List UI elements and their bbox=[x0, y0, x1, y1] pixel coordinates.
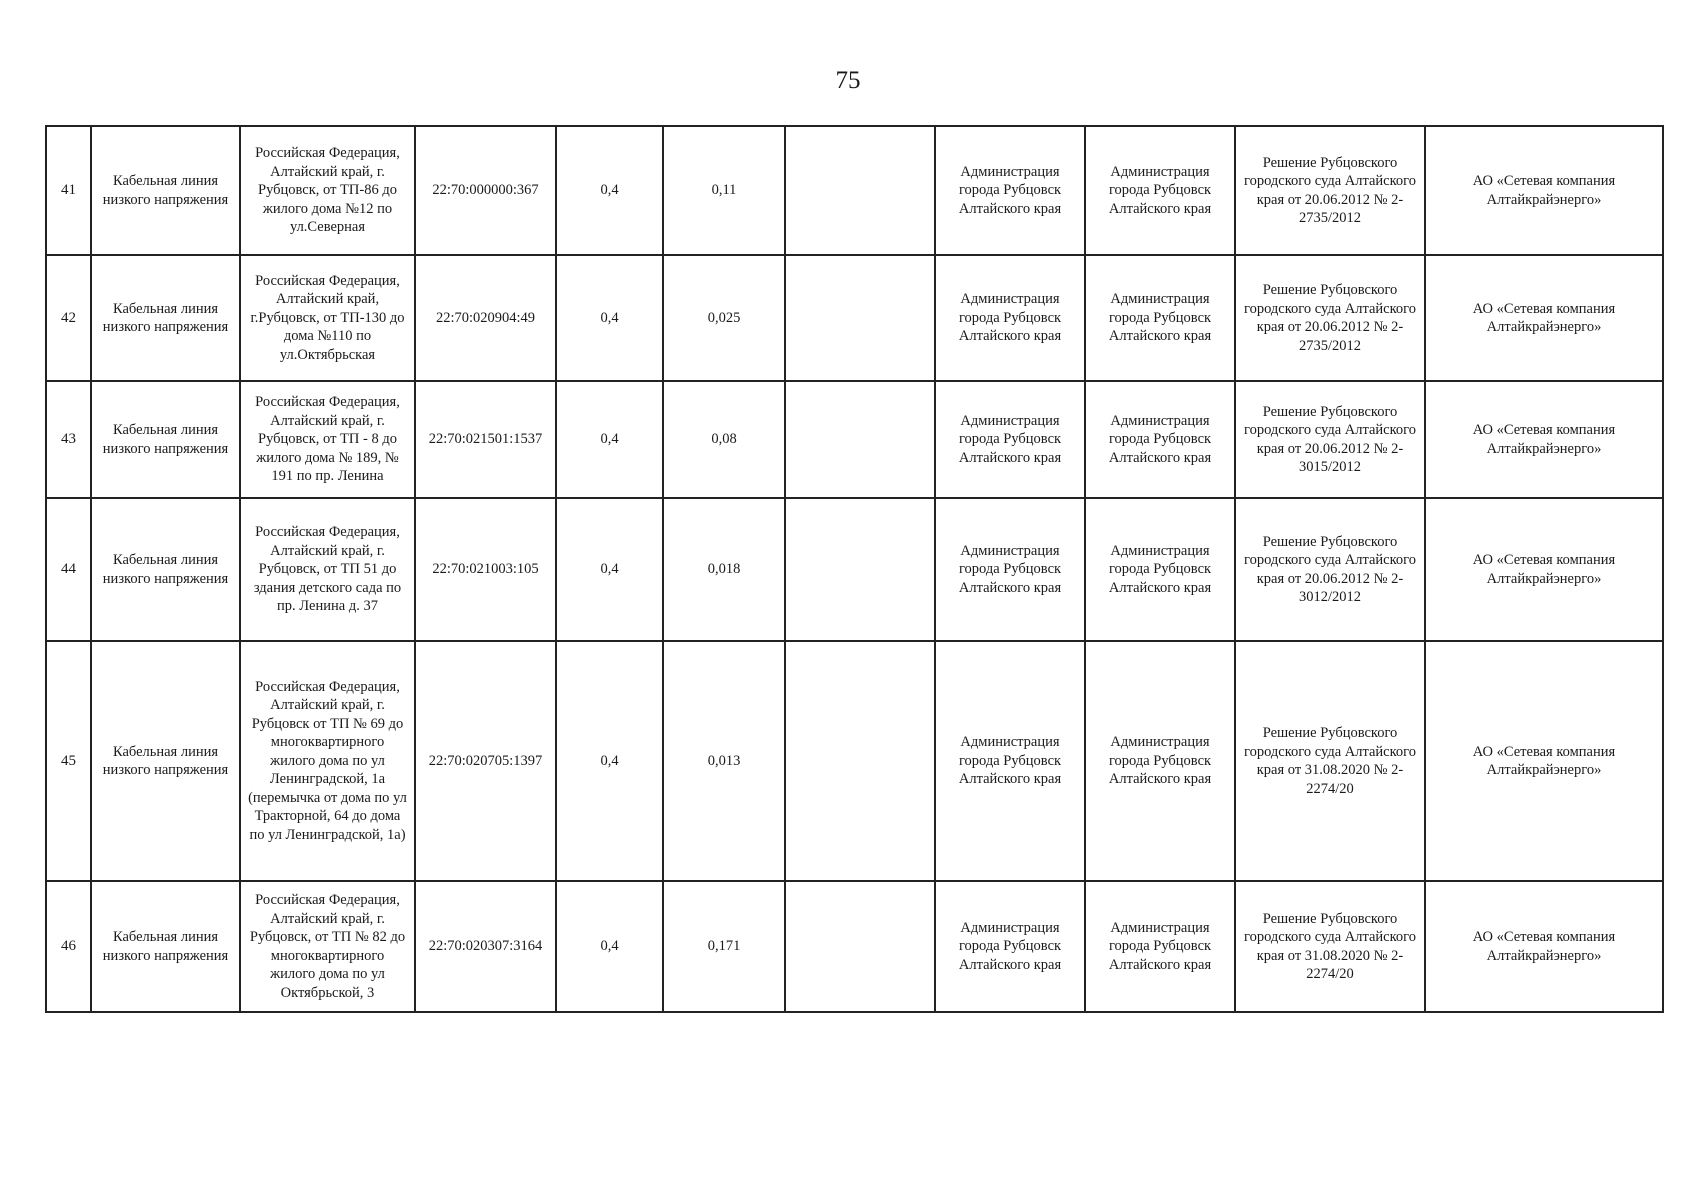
row-number: 46 bbox=[46, 881, 91, 1012]
voltage: 0,4 bbox=[556, 126, 663, 255]
table-row bbox=[46, 126, 1663, 255]
empty-cell bbox=[785, 641, 935, 881]
registry-table bbox=[45, 125, 1664, 1013]
empty-cell bbox=[785, 881, 935, 1012]
voltage: 0,4 bbox=[556, 255, 663, 381]
holder: Администрация города Рубцовск Алтайского края bbox=[935, 126, 1085, 255]
owner: Администрация города Рубцовск Алтайского края bbox=[1085, 255, 1235, 381]
legal-basis: Решение Рубцовского городского суда Алтайского края от 31.08.2020 № 2-2274/20 bbox=[1235, 641, 1425, 881]
cadastral-number: 22:70:021003:105 bbox=[415, 498, 556, 641]
legal-basis: Решение Рубцовского городского суда Алтайского края от 20.06.2012 № 2-2735/2012 bbox=[1235, 255, 1425, 381]
owner: Администрация города Рубцовск Алтайского края bbox=[1085, 641, 1235, 881]
object-address: Российская Федерация, Алтайский край, г. Рубцовск, от ТП - 8 до жилого дома № 189, № 191 по пр. Ленина bbox=[240, 381, 415, 498]
table-row bbox=[46, 881, 1663, 1012]
holder: Администрация города Рубцовск Алтайского края bbox=[935, 381, 1085, 498]
operator: АО «Сетевая компания Алтайкрайэнерго» bbox=[1425, 498, 1663, 641]
holder: Администрация города Рубцовск Алтайского края bbox=[935, 498, 1085, 641]
operator: АО «Сетевая компания Алтайкрайэнерго» bbox=[1425, 881, 1663, 1012]
object-address: Российская Федерация, Алтайский край, г. Рубцовск, от ТП 51 до здания детского сада по пр. Ленина д. 37 bbox=[240, 498, 415, 641]
empty-cell bbox=[785, 255, 935, 381]
object-name: Кабельная линия низкого напряжения bbox=[91, 255, 240, 381]
object-name: Кабельная линия низкого напряжения bbox=[91, 641, 240, 881]
legal-basis: Решение Рубцовского городского суда Алтайского края от 20.06.2012 № 2-3015/2012 bbox=[1235, 381, 1425, 498]
row-number: 42 bbox=[46, 255, 91, 381]
line-length: 0,171 bbox=[663, 881, 785, 1012]
line-length: 0,11 bbox=[663, 126, 785, 255]
line-length: 0,025 bbox=[663, 255, 785, 381]
owner: Администрация города Рубцовск Алтайского края bbox=[1085, 381, 1235, 498]
cadastral-number: 22:70:000000:367 bbox=[415, 126, 556, 255]
voltage: 0,4 bbox=[556, 641, 663, 881]
row-number: 43 bbox=[46, 381, 91, 498]
legal-basis: Решение Рубцовского городского суда Алтайского края от 20.06.2012 № 2-3012/2012 bbox=[1235, 498, 1425, 641]
holder: Администрация города Рубцовск Алтайского края bbox=[935, 641, 1085, 881]
empty-cell bbox=[785, 126, 935, 255]
object-name: Кабельная линия низкого напряжения bbox=[91, 881, 240, 1012]
holder: Администрация города Рубцовск Алтайского края bbox=[935, 881, 1085, 1012]
owner: Администрация города Рубцовск Алтайского края bbox=[1085, 498, 1235, 641]
owner: Администрация города Рубцовск Алтайского края bbox=[1085, 881, 1235, 1012]
line-length: 0,018 bbox=[663, 498, 785, 641]
object-address: Российская Федерация, Алтайский край, г. Рубцовск, от ТП-86 до жилого дома №12 по ул.Северная bbox=[240, 126, 415, 255]
line-length: 0,013 bbox=[663, 641, 785, 881]
owner: Администрация города Рубцовск Алтайского края bbox=[1085, 126, 1235, 255]
voltage: 0,4 bbox=[556, 881, 663, 1012]
voltage: 0,4 bbox=[556, 498, 663, 641]
cadastral-number: 22:70:021501:1537 bbox=[415, 381, 556, 498]
row-number: 44 bbox=[46, 498, 91, 641]
cadastral-number: 22:70:020904:49 bbox=[415, 255, 556, 381]
operator: АО «Сетевая компания Алтайкрайэнерго» bbox=[1425, 126, 1663, 255]
object-name: Кабельная линия низкого напряжения bbox=[91, 381, 240, 498]
operator: АО «Сетевая компания Алтайкрайэнерго» bbox=[1425, 255, 1663, 381]
empty-cell bbox=[785, 381, 935, 498]
row-number: 41 bbox=[46, 126, 91, 255]
legal-basis: Решение Рубцовского городского суда Алтайского края от 31.08.2020 № 2-2274/20 bbox=[1235, 881, 1425, 1012]
voltage: 0,4 bbox=[556, 381, 663, 498]
row-number: 45 bbox=[46, 641, 91, 881]
table-row bbox=[46, 498, 1663, 641]
cadastral-number: 22:70:020705:1397 bbox=[415, 641, 556, 881]
table-row bbox=[46, 255, 1663, 381]
object-name: Кабельная линия низкого напряжения bbox=[91, 498, 240, 641]
table-row bbox=[46, 381, 1663, 498]
legal-basis: Решение Рубцовского городского суда Алтайского края от 20.06.2012 № 2-2735/2012 bbox=[1235, 126, 1425, 255]
line-length: 0,08 bbox=[663, 381, 785, 498]
operator: АО «Сетевая компания Алтайкрайэнерго» bbox=[1425, 381, 1663, 498]
object-address: Российская Федерация, Алтайский край, г. Рубцовск от ТП № 69 до многоквартирного жилого дома по ул Ленинградской, 1а (перемычка от дома по ул Тракторной, 64 до дома по ул Ленинградской, 1а) bbox=[240, 641, 415, 881]
operator: АО «Сетевая компания Алтайкрайэнерго» bbox=[1425, 641, 1663, 881]
empty-cell bbox=[785, 498, 935, 641]
object-address: Российская Федерация, Алтайский край, г.Рубцовск, от ТП-130 до дома №110 по ул.Октябрьская bbox=[240, 255, 415, 381]
holder: Администрация города Рубцовск Алтайского края bbox=[935, 255, 1085, 381]
table-row bbox=[46, 641, 1663, 881]
object-address: Российская Федерация, Алтайский край, г. Рубцовск, от ТП № 82 до многоквартирного жилого дома по ул Октябрьской, 3 bbox=[240, 881, 415, 1012]
cadastral-number: 22:70:020307:3164 bbox=[415, 881, 556, 1012]
object-name: Кабельная линия низкого напряжения bbox=[91, 126, 240, 255]
page-number: 75 bbox=[835, 67, 861, 94]
